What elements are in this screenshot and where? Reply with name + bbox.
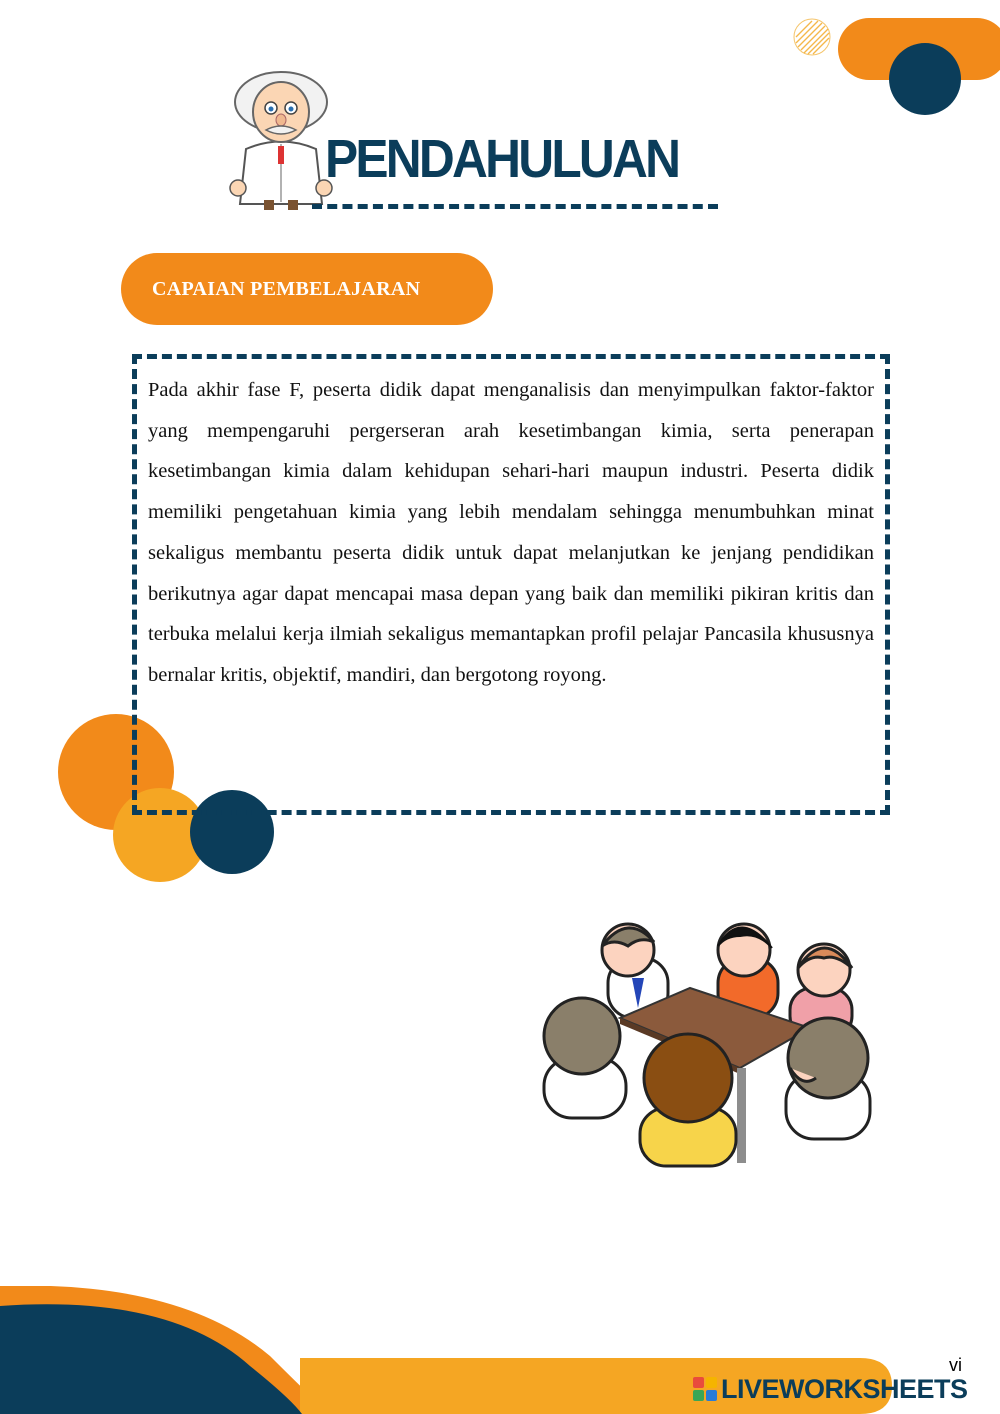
group-discussion-illustration <box>540 918 875 1168</box>
top-right-decoration <box>790 15 1000 120</box>
liveworksheets-watermark <box>692 1374 968 1404</box>
page-number: vi <box>949 1355 962 1375</box>
liveworksheets-logo-icon <box>692 1376 718 1402</box>
learning-outcome-text: Pada akhir fase F, peserta didik dapat menganalisis dan menyimpulkan faktor-faktor yang mempengaruhi pergerseran arah kesetimbangan kimia, serta penerapan kesetimbangan kimia dalam kehidupan sehari-hari maupun industri. Peserta didik memiliki pengetahuan kimia yang lebih mendalam sehingga menumbuhkan minat sekaligus membantu peserta didik untuk dapat melanjutkan ke jenjang pendidikan berikutnya agar dapat mencapai masa depan yang baik dan memiliki pikiran kritis dan terbuka melalui kerja ilmiah sekaligus memantapkan profil pelajar Pancasila khususnya bernalar kritis, objektif, mandiri, dan bergotong royong. <box>148 379 874 686</box>
watermark-text: LIVEWORKSHEETS <box>721 1373 968 1404</box>
scientist-illustration <box>226 64 336 212</box>
title-underline <box>312 204 718 209</box>
section-badge: CAPAIAN PEMBELAJARAN <box>121 253 493 325</box>
page-title: PENDAHULUAN <box>325 129 679 189</box>
